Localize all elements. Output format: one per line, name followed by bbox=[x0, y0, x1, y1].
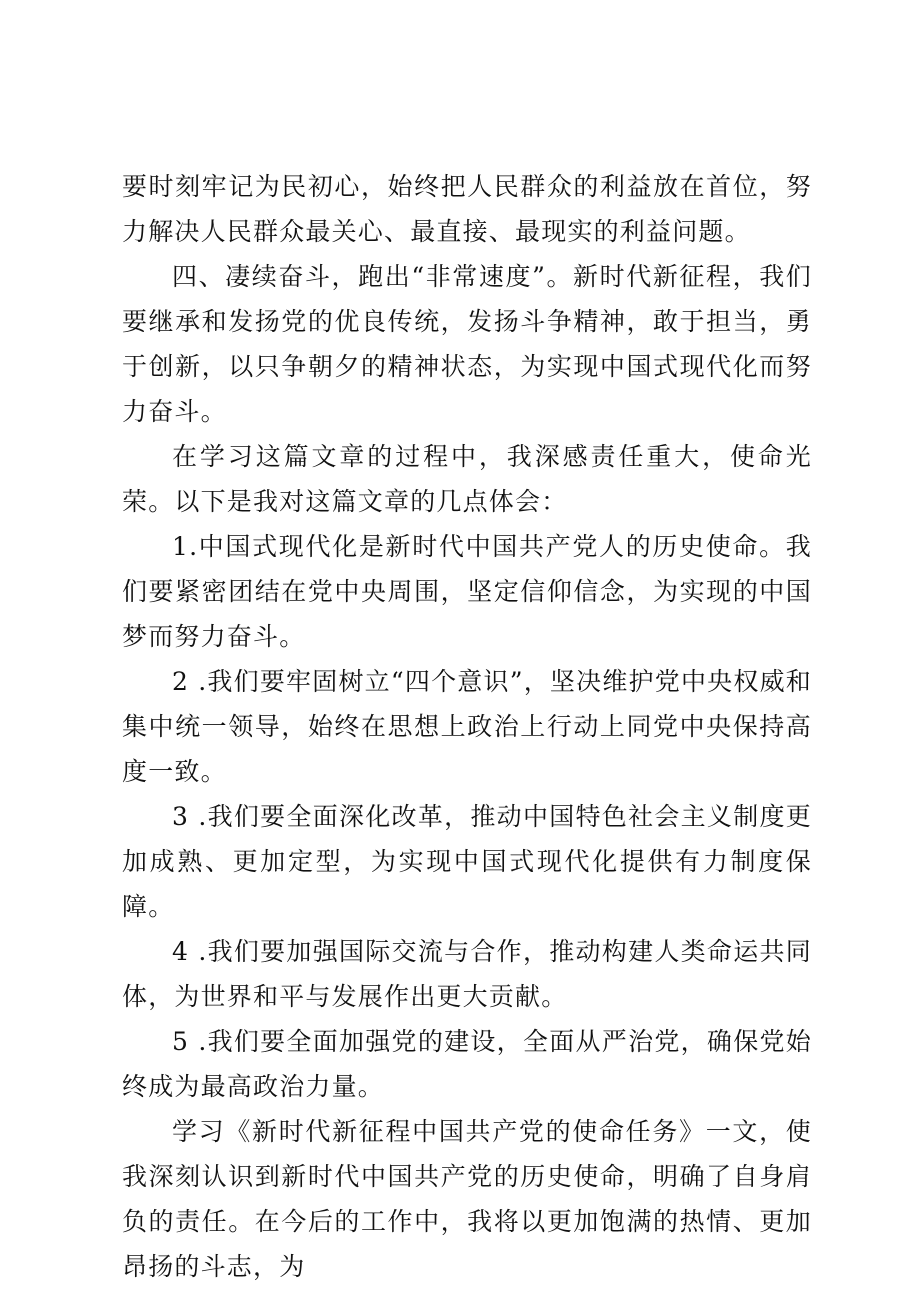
paragraph-point-3: 3 .我们要全面深化改革，推动中国特色社会主义制度更加成熟、更加定型，为实现中国式现代化提供有力制度保障。 bbox=[122, 802, 812, 921]
paragraph-point-1: 1.中国式现代化是新时代中国共产党人的历史使命。我们要紧密团结在党中央周围，坚定信仰信念，为实现的中国梦而努力奋斗。 bbox=[122, 532, 812, 651]
paragraph-reflection-intro: 在学习这篇文章的过程中，我深感责任重大，使命光荣。以下是我对这篇文章的几点体会： bbox=[122, 442, 812, 516]
paragraph-point-2: 2 .我们要牢固树立“四个意识”，坚决维护党中央权威和集中统一领导，始终在思想上政治上行动上同党中央保持高度一致。 bbox=[122, 667, 812, 786]
document-body bbox=[122, 164, 812, 1289]
paragraph-point-5: 5 .我们要全面加强党的建设，全面从严治党，确保党始终成为最高政治力量。 bbox=[122, 1027, 812, 1101]
paragraph-continued: 要时刻牢记为民初心，始终把人民群众的利益放在首位，努力解决人民群众最关心、最直接、最现实的利益问题。 bbox=[122, 172, 812, 246]
paragraph-conclusion: 学习《新时代新征程中国共产党的使命任务》一文，使我深刻认识到新时代中国共产党的历史使命，明确了自身肩负的责任。在今后的工作中，我将以更加饱满的热情、更加昂扬的斗志，为 bbox=[122, 1117, 812, 1281]
paragraph-point-4: 4 .我们要加强国际交流与合作，推动构建人类命运共同体，为世界和平与发展作出更大贡献。 bbox=[122, 937, 812, 1011]
paragraph-section-four: 四、凄续奋斗，跑出“非常速度”。新时代新征程，我们要继承和发扬党的优良传统，发扬斗争精神，敢于担当，勇于创新，以只争朝夕的精神状态，为实现中国式现代化而努力奋斗。 bbox=[122, 262, 812, 426]
